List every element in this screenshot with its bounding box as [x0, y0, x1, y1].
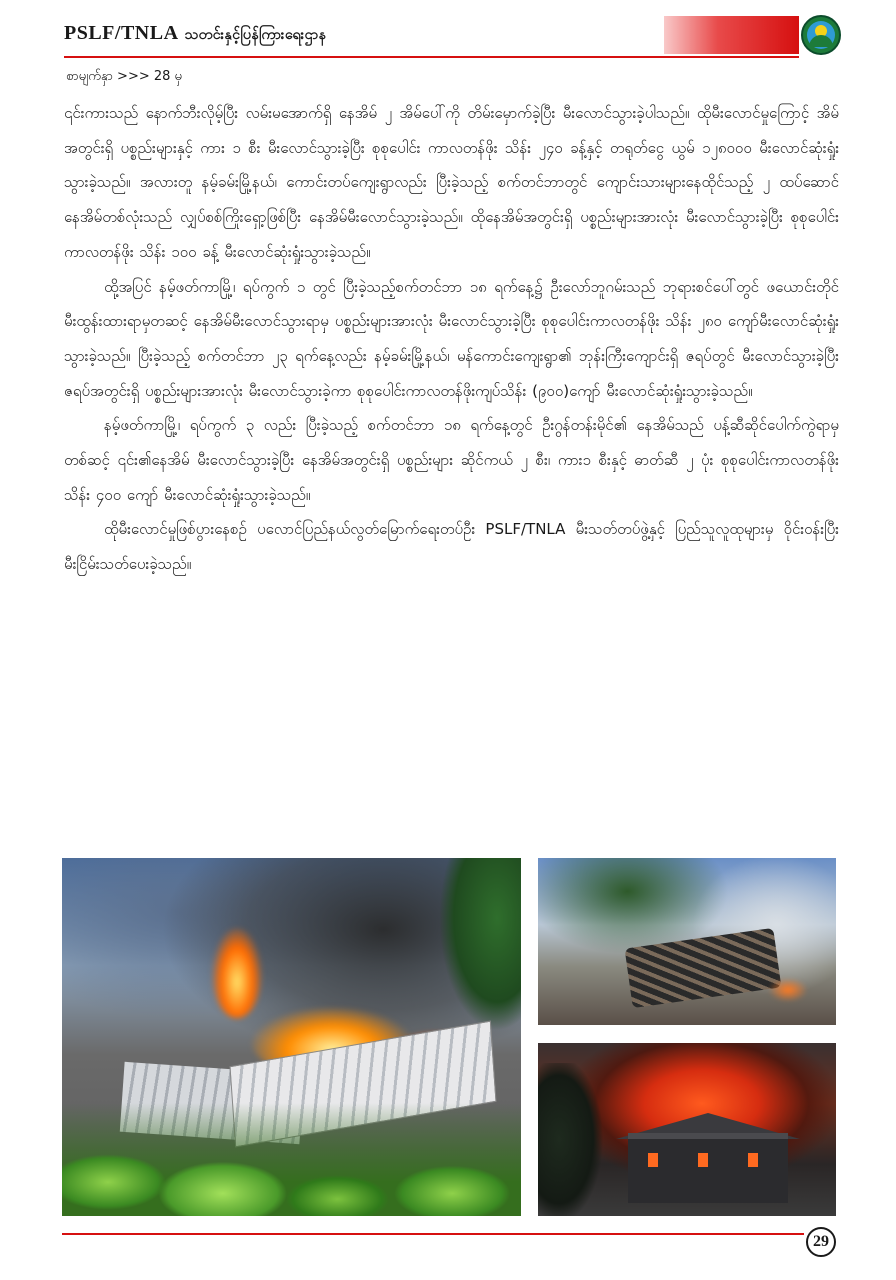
photo-debris [625, 928, 782, 1008]
paragraph: နမ့်ဖတ်ကာမြို့၊ ရပ်ကွက် ၃ လည်း ပြီးခဲ့သည့် စက်တင်ဘာ ၁၈ ရက်နေ့တွင် ဦးဂွန်တန်းမိုင်၏ နေအိမ်သည် ပန့်ဆီဆိုင်ပေါက်ကွဲရာမှတစ်ဆင့် ၎င်း၏နေအိမ် မီးလောင်သွားခဲ့ပြီး နေအိမ်အတွင်းရှိ ပစ္စည်းများ ဆိုင်ကယ် ၂ စီး၊ ကား၁ စီးနှင့် ဓာတ်ဆီ ၂ ပုံး စုစုပေါင်းကာလတန်ဖိုး သိန်း ၄၀၀ ကျော် မီးလောင်ဆုံးရှုံးသွားခဲ့သည်။ [64, 416, 839, 504]
footer-divider [62, 1233, 804, 1235]
header-divider [64, 56, 799, 58]
photo-ember [768, 978, 808, 1002]
house-on-fire-night-photo [538, 1043, 836, 1216]
photo-burning-window [748, 1153, 758, 1167]
page-header [0, 0, 896, 62]
header-title [64, 22, 326, 46]
photo-burning-window [698, 1153, 708, 1167]
photo-flame [212, 928, 262, 1018]
smouldering-debris-photo [538, 858, 836, 1025]
organization-logo-icon [801, 15, 841, 55]
paragraph: ထို့အပြင် နမ့်ဖတ်ကာမြို့၊ ရပ်ကွက် ၁ တွင် ပြီးခဲ့သည့်စက်တင်ဘာ ၁၈ ရက်နေ့၌ ဦးလော်ဘူဂမ်းသည် ဘုရားစင်ပေါ်တွင် ဖယောင်းတိုင်မီးထွန်းထားရာမှတဆင့် နေအိမ်မီးလောင်သွားရာမှ ပစ္စည်းများအားလုံး မီးလောင်သွားခဲ့ပြီး စုစုပေါင်းကာလတန်ဖိုး သိန်း ၂၈၀ ကျော်မီးလောင်ဆုံးရှုံးသွားခဲ့သည်။ ပြီးခဲ့သည့် စက်တင်ဘာ ၂၃ ရက်နေ့လည်း နမ့်ခမ်းမြို့နယ်၊ မန်ကောင်းကျေးရွာ၏ ဘုန်းကြီးကျောင်းရှိ ဇရပ်တွင် မီးလောင်သွားခဲ့ပြီးဇရပ်အတွင်းရှိ ပစ္စည်းများအားလုံး မီးလောင်သွားခဲ့ကာ စုစုပေါင်းကာလတန်ဖိုးကျပ်သိန်း (၉၀၀)ကျော် မီးလောင်ဆုံးရှုံးသွားခဲ့သည်။ [64, 277, 839, 400]
paragraph: ၎င်းကားသည် နောက်ဘီးလိုမ့်ပြီး လမ်းမအောက်ရှိ နေအိမ် ၂ အိမ်ပေါ်ကို တိမ်းမှောက်ခဲ့ပြီး မီးလောင်သွားခဲ့ပါသည်။ ထိုမီးလောင်မှုကြောင့် အိမ်အတွင်းရှိ ပစ္စည်းများနှင့် ကား ၁ စီး မီးလောင်သွားခဲ့ပြီး စုစုပေါင်း ကာလတန်ဖိုး သိန်း ၂၄၀ ခန့်နှင့် တရုတ်ငွေ ယွမ် ၁၂၈၀၀၀ မီးလောင်ဆုံးရှုံးသွားခဲ့သည်။ အလားတူ နမ့်ခမ်းမြို့နယ်၊ ကောင်းတပ်ကျေးရွာလည်း ပြီးခဲ့သည့် စက်တင်ဘာတွင် ကျောင်းသားများနေထိုင်သည့် ၂ ထပ်ဆောင် နေအိမ်တစ်လုံးသည် လျှပ်စစ်ကြိုးရှော့ဖြစ်ပြီး နေအိမ်မီးလောင်သွားခဲ့သည်။ ထိုနေအိမ်အတွင်းရှိ ပစ္စည်းများအားလုံး မီးလောင်သွားခဲ့ပြီး စုစုပေါင်းကာလတန်ဖိုး သိန်း ၁၀၀ ခန့် မီးလောင်ဆုံးရှုံးသွားခဲ့သည်။ [64, 104, 839, 261]
header-title-text: PSLF/TNLA [64, 22, 179, 44]
photo-burning-window [648, 1153, 658, 1167]
page-number: 29 [806, 1227, 836, 1257]
header-subtitle: သတင်းနှင့်ပြန်ကြားရေးဌာန [184, 27, 327, 43]
burning-house-roof-photo [62, 858, 521, 1216]
article-body [64, 96, 839, 582]
photo-house [628, 1133, 788, 1203]
photo-foreground-leaves [62, 1103, 521, 1216]
continued-from-note: စာမျက်နှာ >>> 28 မှ [66, 69, 182, 84]
header-color-bar [664, 16, 799, 54]
photo-tree-silhouette [538, 1063, 608, 1216]
paragraph: ထိုမီးလောင်မှုဖြစ်ပွားနေစဉ် ပလောင်ပြည်နယ်လွတ်မြောက်ရေးတပ်ဦး PSLF/TNLA မီးသတ်တပ်ဖွဲ့နှင့် ပြည်သူလူထုများမှ ဝိုင်းဝန်းပြီး မီးငြိမ်းသတ်ပေးခဲ့သည်။ [64, 520, 839, 574]
